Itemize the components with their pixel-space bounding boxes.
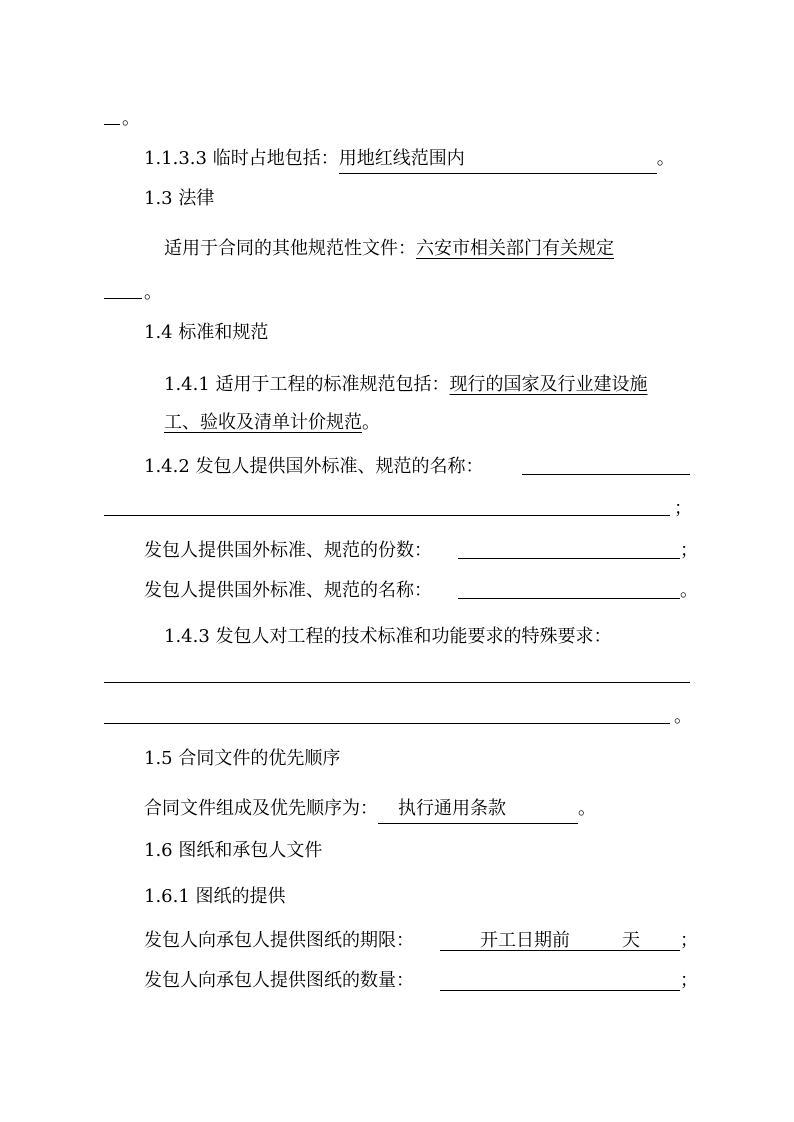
drawing-period-clause	[144, 928, 414, 954]
priority-end: 。	[578, 798, 596, 819]
standards-value-line2[interactable]: 工、验收及清单计价规范	[164, 412, 362, 433]
drawing-period-value-a: 开工日期前	[480, 930, 570, 951]
law-end: 。	[144, 282, 162, 303]
temp-land-end: 。	[656, 148, 675, 169]
temp-land-clause	[144, 146, 675, 174]
foreign-std-count-end: ；	[680, 540, 698, 561]
drawing-count-label: 发包人向承包人提供图纸的数量：	[144, 970, 414, 991]
foreign-std-name2-blank[interactable]	[458, 598, 680, 599]
period: 。	[122, 108, 140, 129]
foreign-std-count-label: 发包人提供国外标准、规范的份数：	[144, 540, 432, 561]
foreign-std-name-clause	[144, 454, 484, 480]
standards-value-line1[interactable]: 现行的国家及行业建设施	[449, 374, 648, 395]
foreign-std-name2-end: 。	[680, 580, 698, 601]
drawing-count-blank[interactable]	[440, 990, 680, 991]
foreign-std-count-blank[interactable]	[458, 558, 680, 559]
priority-value: 执行通用条款	[398, 798, 506, 819]
drawing-period-label: 发包人向承包人提供图纸的期限：	[144, 930, 414, 951]
law-value[interactable]: 六安市相关部门有关规定	[416, 238, 614, 259]
standards-clause-cont	[164, 410, 380, 436]
foreign-std-name-label: 1.4.2 发包人提供国外标准、规范的名称：	[144, 456, 484, 477]
standards-clause	[164, 372, 648, 398]
law-label: 适用于合同的其他规范性文件：	[164, 238, 416, 259]
special-req-end: 。	[674, 706, 692, 727]
priority-clause	[144, 796, 596, 824]
special-req-blank-2[interactable]	[104, 723, 670, 724]
special-req-blank-1[interactable]	[104, 682, 690, 683]
standards-end: 。	[362, 412, 380, 433]
drawing-period-value-b: 天	[622, 930, 640, 951]
special-req-label: 1.4.3 发包人对工程的技术标准和功能要求的特殊要求：	[164, 626, 612, 647]
temp-land-label: 1.1.3.3 临时占地包括：	[144, 148, 339, 169]
law-clause	[164, 236, 614, 262]
foreign-std-name-blank-1[interactable]	[522, 474, 690, 475]
drawing-count-clause	[144, 968, 414, 994]
priority-value-field[interactable]	[378, 796, 578, 824]
section-1-5-heading: 1.5 合同文件的优先顺序	[144, 748, 341, 769]
priority-label: 合同文件组成及优先顺序为：	[144, 798, 378, 819]
section-1-6-1-heading: 1.6.1 图纸的提供	[144, 886, 286, 907]
foreign-std-name-end: ；	[674, 498, 692, 519]
special-req-clause	[164, 624, 612, 650]
blank-line[interactable]	[104, 124, 120, 125]
foreign-std-name2-label: 发包人提供国外标准、规范的名称：	[144, 580, 432, 601]
drawing-period-end: ；	[680, 930, 698, 951]
section-1-3-heading: 1.3 法律	[144, 188, 215, 209]
drawing-count-end: ；	[680, 970, 698, 991]
foreign-std-name-blank-2[interactable]	[104, 515, 670, 516]
standards-label: 1.4.1 适用于工程的标准规范包括：	[164, 374, 450, 395]
foreign-std-count-clause	[144, 538, 432, 564]
law-blank-line[interactable]	[104, 298, 142, 299]
section-1-6-heading: 1.6 图纸和承包人文件	[144, 840, 323, 861]
section-1-4-heading: 1.4 标准和规范	[144, 322, 269, 343]
foreign-std-name2-clause	[144, 578, 432, 604]
temp-land-value[interactable]: 用地红线范围内	[339, 146, 657, 174]
